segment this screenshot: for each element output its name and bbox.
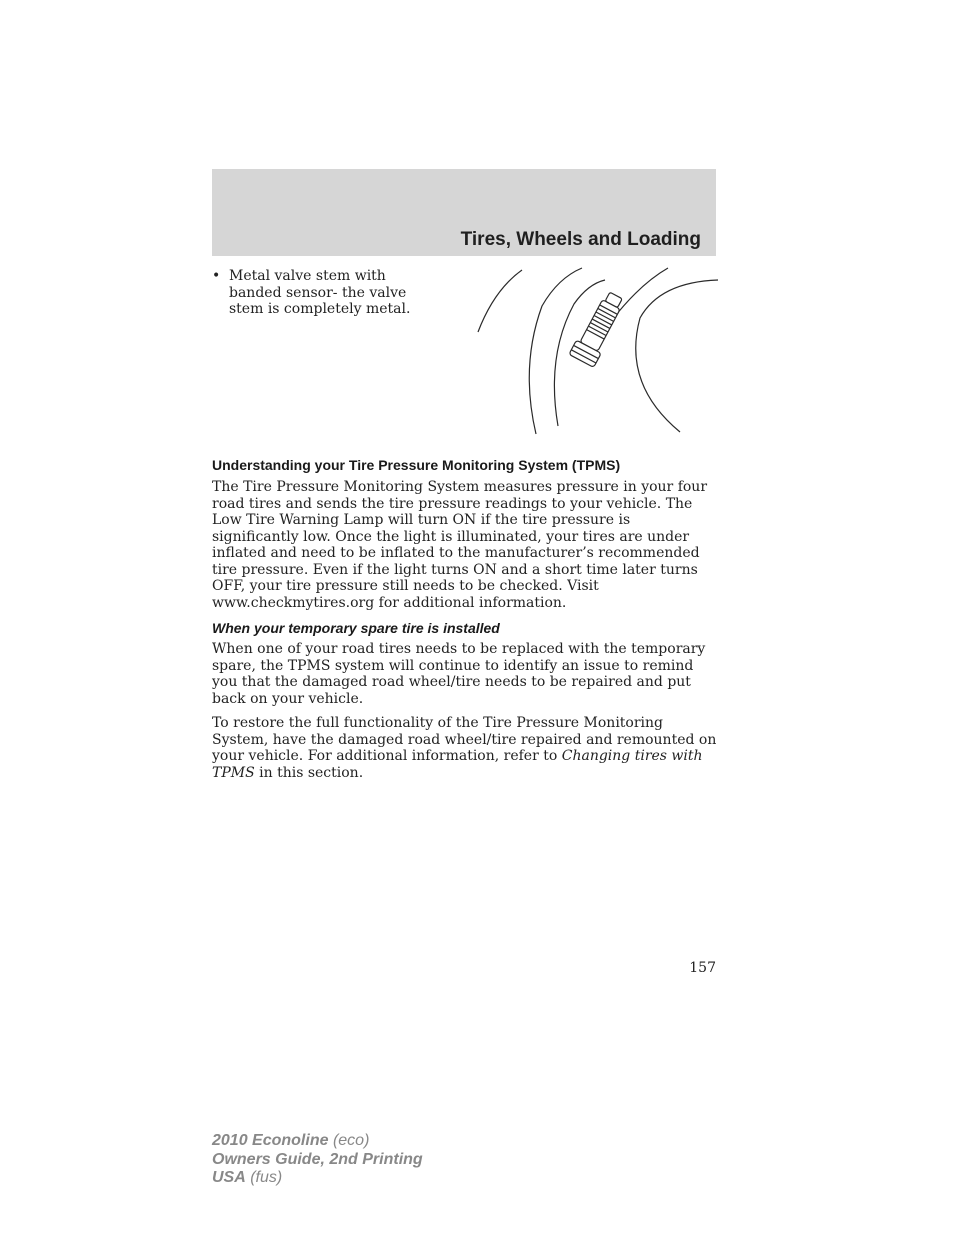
section-title: Tires, Wheels and Loading: [460, 229, 701, 250]
bullet-icon: •: [212, 268, 221, 284]
footer-line-guide: Owners Guide, 2nd Printing: [212, 1150, 423, 1168]
valve-stem-figure: [470, 266, 720, 436]
page-number: 157: [689, 960, 716, 976]
document-footer: [212, 1132, 423, 1188]
metal-valve-stem-illustration-icon: [470, 266, 720, 436]
footer-line-model: [212, 1132, 423, 1151]
footer-market-code: (fus): [245, 1169, 283, 1186]
tpms-paragraph: The Tire Pressure Monitoring System measures pressure in your four road tires and sends the tire pressure readings to your vehicle. The Low Tire Warning Lamp will turn ON if the tire pressure is significantly low. Once the light is illuminated, your tires are under inflated and need to be inflated to the manufacturer’s recommended tire pressure. Even if the light turns ON and a short time later turns OFF, your tire pressure still needs to be checked. Visit www.checkmytires.org for additional information.: [212, 479, 708, 611]
footer-line-market: [212, 1169, 423, 1188]
bullet-item: [212, 268, 440, 318]
footer-model: 2010 Econoline: [212, 1132, 329, 1149]
section-header-band: [212, 169, 716, 256]
footer-model-code: (eco): [328, 1132, 370, 1149]
main-content: [212, 456, 718, 789]
restore-paragraph: [212, 715, 718, 781]
spare-tire-paragraph: When one of your road tires needs to be replaced with the temporary spare, the TPMS system will continue to identify an issue to remind you that the damaged road wheel/tire needs to be repaired and put back on your vehicle.: [212, 641, 706, 707]
footer-market: USA: [212, 1169, 246, 1186]
cross-reference: Changing tires with TPMS: [212, 748, 703, 781]
restore-text-end: in this section.: [254, 764, 364, 781]
tpms-heading: Understanding your Tire Pressure Monitoring System (TPMS): [212, 457, 621, 473]
bullet-text: Metal valve stem with banded sensor- the valve stem is completely metal.: [229, 268, 411, 317]
spare-tire-heading: When your temporary spare tire is installed: [212, 620, 500, 636]
restore-text-start: To restore the full functionality of the Tire Pressure Monitoring System, have the damaged road wheel/tire repaired and remounted on your vehicle. For additional information, refer to: [212, 715, 717, 764]
